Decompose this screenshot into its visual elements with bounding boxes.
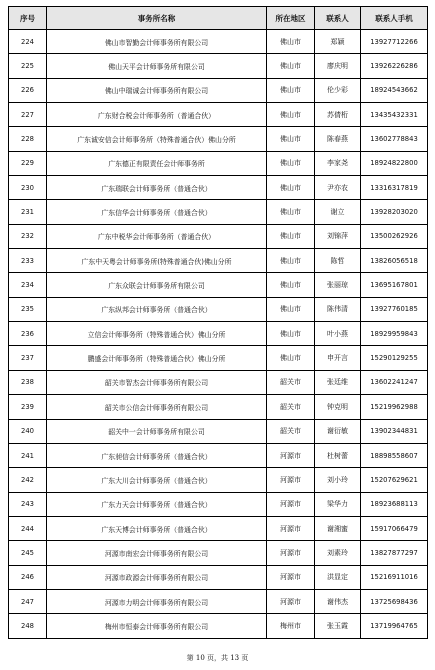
contact-name: 李家尧 bbox=[315, 151, 361, 175]
contact-phone: 13602241247 bbox=[361, 370, 428, 394]
contact-phone: 18924543662 bbox=[361, 78, 428, 102]
firm-name: 韶关市公信会计师事务所有限公司 bbox=[47, 395, 267, 419]
contact-phone: 13602778843 bbox=[361, 127, 428, 151]
contact-name: 谢湘蜜 bbox=[315, 516, 361, 540]
region: 河源市 bbox=[267, 468, 315, 492]
contact-phone: 13316317819 bbox=[361, 176, 428, 200]
table-row bbox=[9, 541, 428, 565]
contact-name: 叶小燕 bbox=[315, 322, 361, 346]
contact-name: 伦少彩 bbox=[315, 78, 361, 102]
firm-name: 广东大川会计师事务所（普通合伙） bbox=[47, 468, 267, 492]
contact-phone: 13928203020 bbox=[361, 200, 428, 224]
contact-name: 苏倩桁 bbox=[315, 103, 361, 127]
region: 河源市 bbox=[267, 589, 315, 613]
region: 佛山市 bbox=[267, 346, 315, 370]
firm-table-container bbox=[8, 6, 427, 639]
firm-name: 广东财合税会计师事务所（普通合伙） bbox=[47, 103, 267, 127]
header-phone: 联系人手机 bbox=[361, 7, 428, 30]
table-row bbox=[9, 589, 428, 613]
contact-name: 梁华力 bbox=[315, 492, 361, 516]
firm-name: 广东德正有限责任会计师事务所 bbox=[47, 151, 267, 175]
region: 佛山市 bbox=[267, 224, 315, 248]
region: 佛山市 bbox=[267, 30, 315, 54]
firm-name: 韶关中一会计师事务所有限公司 bbox=[47, 419, 267, 443]
contact-phone: 13719964765 bbox=[361, 614, 428, 638]
row-index: 235 bbox=[9, 297, 47, 321]
page-footer: 第 10 页，共 13 页 bbox=[186, 654, 249, 662]
table-row bbox=[9, 492, 428, 516]
region: 河源市 bbox=[267, 541, 315, 565]
contact-name: 刘小玲 bbox=[315, 468, 361, 492]
row-index: 227 bbox=[9, 103, 47, 127]
contact-phone: 13695167801 bbox=[361, 273, 428, 297]
firm-name: 立信会计师事务所（特殊普通合伙）佛山分所 bbox=[47, 322, 267, 346]
firm-name: 鹏盛会计师事务所（特殊普通合伙）佛山分所 bbox=[47, 346, 267, 370]
row-index: 244 bbox=[9, 516, 47, 540]
table-row bbox=[9, 468, 428, 492]
contact-phone: 18924822800 bbox=[361, 151, 428, 175]
contact-name: 杜树蕾 bbox=[315, 443, 361, 467]
region: 佛山市 bbox=[267, 249, 315, 273]
row-index: 230 bbox=[9, 176, 47, 200]
firm-name: 广东力天会计师事务所（普通合伙） bbox=[47, 492, 267, 516]
region: 佛山市 bbox=[267, 151, 315, 175]
contact-name: 刘锦萍 bbox=[315, 224, 361, 248]
region: 佛山市 bbox=[267, 176, 315, 200]
row-index: 242 bbox=[9, 468, 47, 492]
firm-name: 广东信华会计师事务所（普通合伙） bbox=[47, 200, 267, 224]
region: 韶关市 bbox=[267, 395, 315, 419]
table-row bbox=[9, 516, 428, 540]
region: 佛山市 bbox=[267, 103, 315, 127]
contact-name: 刘素玲 bbox=[315, 541, 361, 565]
firm-name: 广东诚安信会计师事务所（特殊普通合伙）佛山分所 bbox=[47, 127, 267, 151]
firm-name: 广东天博会计师事务所（普通合伙） bbox=[47, 516, 267, 540]
contact-name: 陈春燕 bbox=[315, 127, 361, 151]
region: 佛山市 bbox=[267, 273, 315, 297]
contact-phone: 13902344831 bbox=[361, 419, 428, 443]
row-index: 239 bbox=[9, 395, 47, 419]
region: 河源市 bbox=[267, 516, 315, 540]
row-index: 237 bbox=[9, 346, 47, 370]
table-body bbox=[9, 30, 428, 639]
region: 韶关市 bbox=[267, 419, 315, 443]
firm-name: 佛山天平会计师事务所有限公司 bbox=[47, 54, 267, 78]
table-row bbox=[9, 443, 428, 467]
table-row bbox=[9, 200, 428, 224]
contact-name: 郑颖 bbox=[315, 30, 361, 54]
table-header-row bbox=[9, 7, 428, 30]
contact-name: 尹亦农 bbox=[315, 176, 361, 200]
row-index: 226 bbox=[9, 78, 47, 102]
firm-name: 河源市力明会计师事务所有限公司 bbox=[47, 589, 267, 613]
region: 佛山市 bbox=[267, 78, 315, 102]
contact-name: 洪显定 bbox=[315, 565, 361, 589]
firm-name: 佛山中瑞诚会计师事务所有限公司 bbox=[47, 78, 267, 102]
contact-phone: 15207629621 bbox=[361, 468, 428, 492]
region: 佛山市 bbox=[267, 297, 315, 321]
firm-name: 广东中天粤会计师事务所(特殊普通合伙)佛山分所 bbox=[47, 249, 267, 273]
header-index: 序号 bbox=[9, 7, 47, 30]
contact-name: 谢伟杰 bbox=[315, 589, 361, 613]
region: 佛山市 bbox=[267, 127, 315, 151]
contact-name: 陈哲 bbox=[315, 249, 361, 273]
contact-name: 廖庆明 bbox=[315, 54, 361, 78]
row-index: 233 bbox=[9, 249, 47, 273]
contact-name: 张廷维 bbox=[315, 370, 361, 394]
table-row bbox=[9, 395, 428, 419]
contact-name: 申开言 bbox=[315, 346, 361, 370]
row-index: 248 bbox=[9, 614, 47, 638]
region: 河源市 bbox=[267, 443, 315, 467]
header-region: 所在地区 bbox=[267, 7, 315, 30]
table-row bbox=[9, 297, 428, 321]
row-index: 243 bbox=[9, 492, 47, 516]
contact-phone: 15290129255 bbox=[361, 346, 428, 370]
firm-name: 广东瑞联会计师事务所（普通合伙） bbox=[47, 176, 267, 200]
firm-name: 广东昶信会计师事务所（普通合伙） bbox=[47, 443, 267, 467]
contact-name: 张玉霞 bbox=[315, 614, 361, 638]
contact-phone: 18898558607 bbox=[361, 443, 428, 467]
contact-name: 陈伟清 bbox=[315, 297, 361, 321]
row-index: 245 bbox=[9, 541, 47, 565]
contact-phone: 18929959843 bbox=[361, 322, 428, 346]
contact-phone: 15216911016 bbox=[361, 565, 428, 589]
row-index: 231 bbox=[9, 200, 47, 224]
contact-phone: 15917066479 bbox=[361, 516, 428, 540]
firm-name: 广东纵邦会计师事务所（普通合伙） bbox=[47, 297, 267, 321]
contact-phone: 13500262926 bbox=[361, 224, 428, 248]
contact-name: 张丽琼 bbox=[315, 273, 361, 297]
table-row bbox=[9, 78, 428, 102]
table-row bbox=[9, 419, 428, 443]
contact-phone: 15219962988 bbox=[361, 395, 428, 419]
header-firm-name: 事务所名称 bbox=[47, 7, 267, 30]
table-row bbox=[9, 565, 428, 589]
contact-phone: 13827877297 bbox=[361, 541, 428, 565]
table-row bbox=[9, 103, 428, 127]
contact-phone: 13926226286 bbox=[361, 54, 428, 78]
region: 河源市 bbox=[267, 565, 315, 589]
firm-name: 韶关市智杰会计师事务所有限公司 bbox=[47, 370, 267, 394]
table-row bbox=[9, 249, 428, 273]
firm-name: 梅州市恒泰会计师事务所有限公司 bbox=[47, 614, 267, 638]
row-index: 232 bbox=[9, 224, 47, 248]
table-row bbox=[9, 224, 428, 248]
table-row bbox=[9, 273, 428, 297]
region: 佛山市 bbox=[267, 54, 315, 78]
region: 佛山市 bbox=[267, 322, 315, 346]
table-row bbox=[9, 151, 428, 175]
header-contact: 联系人 bbox=[315, 7, 361, 30]
firm-name: 佛山市智勤会计师事务所有限公司 bbox=[47, 30, 267, 54]
row-index: 225 bbox=[9, 54, 47, 78]
row-index: 238 bbox=[9, 370, 47, 394]
region: 梅州市 bbox=[267, 614, 315, 638]
contact-phone: 13435432331 bbox=[361, 103, 428, 127]
row-index: 234 bbox=[9, 273, 47, 297]
row-index: 246 bbox=[9, 565, 47, 589]
contact-phone: 13725698436 bbox=[361, 589, 428, 613]
row-index: 228 bbox=[9, 127, 47, 151]
contact-name: 谢衍敏 bbox=[315, 419, 361, 443]
firm-name: 广东众联会计师事务所有限公司 bbox=[47, 273, 267, 297]
row-index: 229 bbox=[9, 151, 47, 175]
region: 佛山市 bbox=[267, 200, 315, 224]
table-row bbox=[9, 127, 428, 151]
table-row bbox=[9, 54, 428, 78]
table-row bbox=[9, 346, 428, 370]
row-index: 224 bbox=[9, 30, 47, 54]
row-index: 241 bbox=[9, 443, 47, 467]
table-row bbox=[9, 176, 428, 200]
table-row bbox=[9, 322, 428, 346]
row-index: 247 bbox=[9, 589, 47, 613]
contact-phone: 13927712266 bbox=[361, 30, 428, 54]
table-row bbox=[9, 614, 428, 638]
contact-name: 钟克明 bbox=[315, 395, 361, 419]
firm-table bbox=[8, 6, 428, 639]
contact-name: 谢立 bbox=[315, 200, 361, 224]
table-row bbox=[9, 30, 428, 54]
region: 河源市 bbox=[267, 492, 315, 516]
firm-name: 广东中税华会计师事务所（普通合伙） bbox=[47, 224, 267, 248]
contact-phone: 18923688113 bbox=[361, 492, 428, 516]
region: 韶关市 bbox=[267, 370, 315, 394]
row-index: 240 bbox=[9, 419, 47, 443]
firm-name: 河源市政源会计师事务所有限公司 bbox=[47, 565, 267, 589]
contact-phone: 13927760185 bbox=[361, 297, 428, 321]
table-row bbox=[9, 370, 428, 394]
firm-name: 河源市南宏会计师事务所有限公司 bbox=[47, 541, 267, 565]
row-index: 236 bbox=[9, 322, 47, 346]
contact-phone: 13826056518 bbox=[361, 249, 428, 273]
